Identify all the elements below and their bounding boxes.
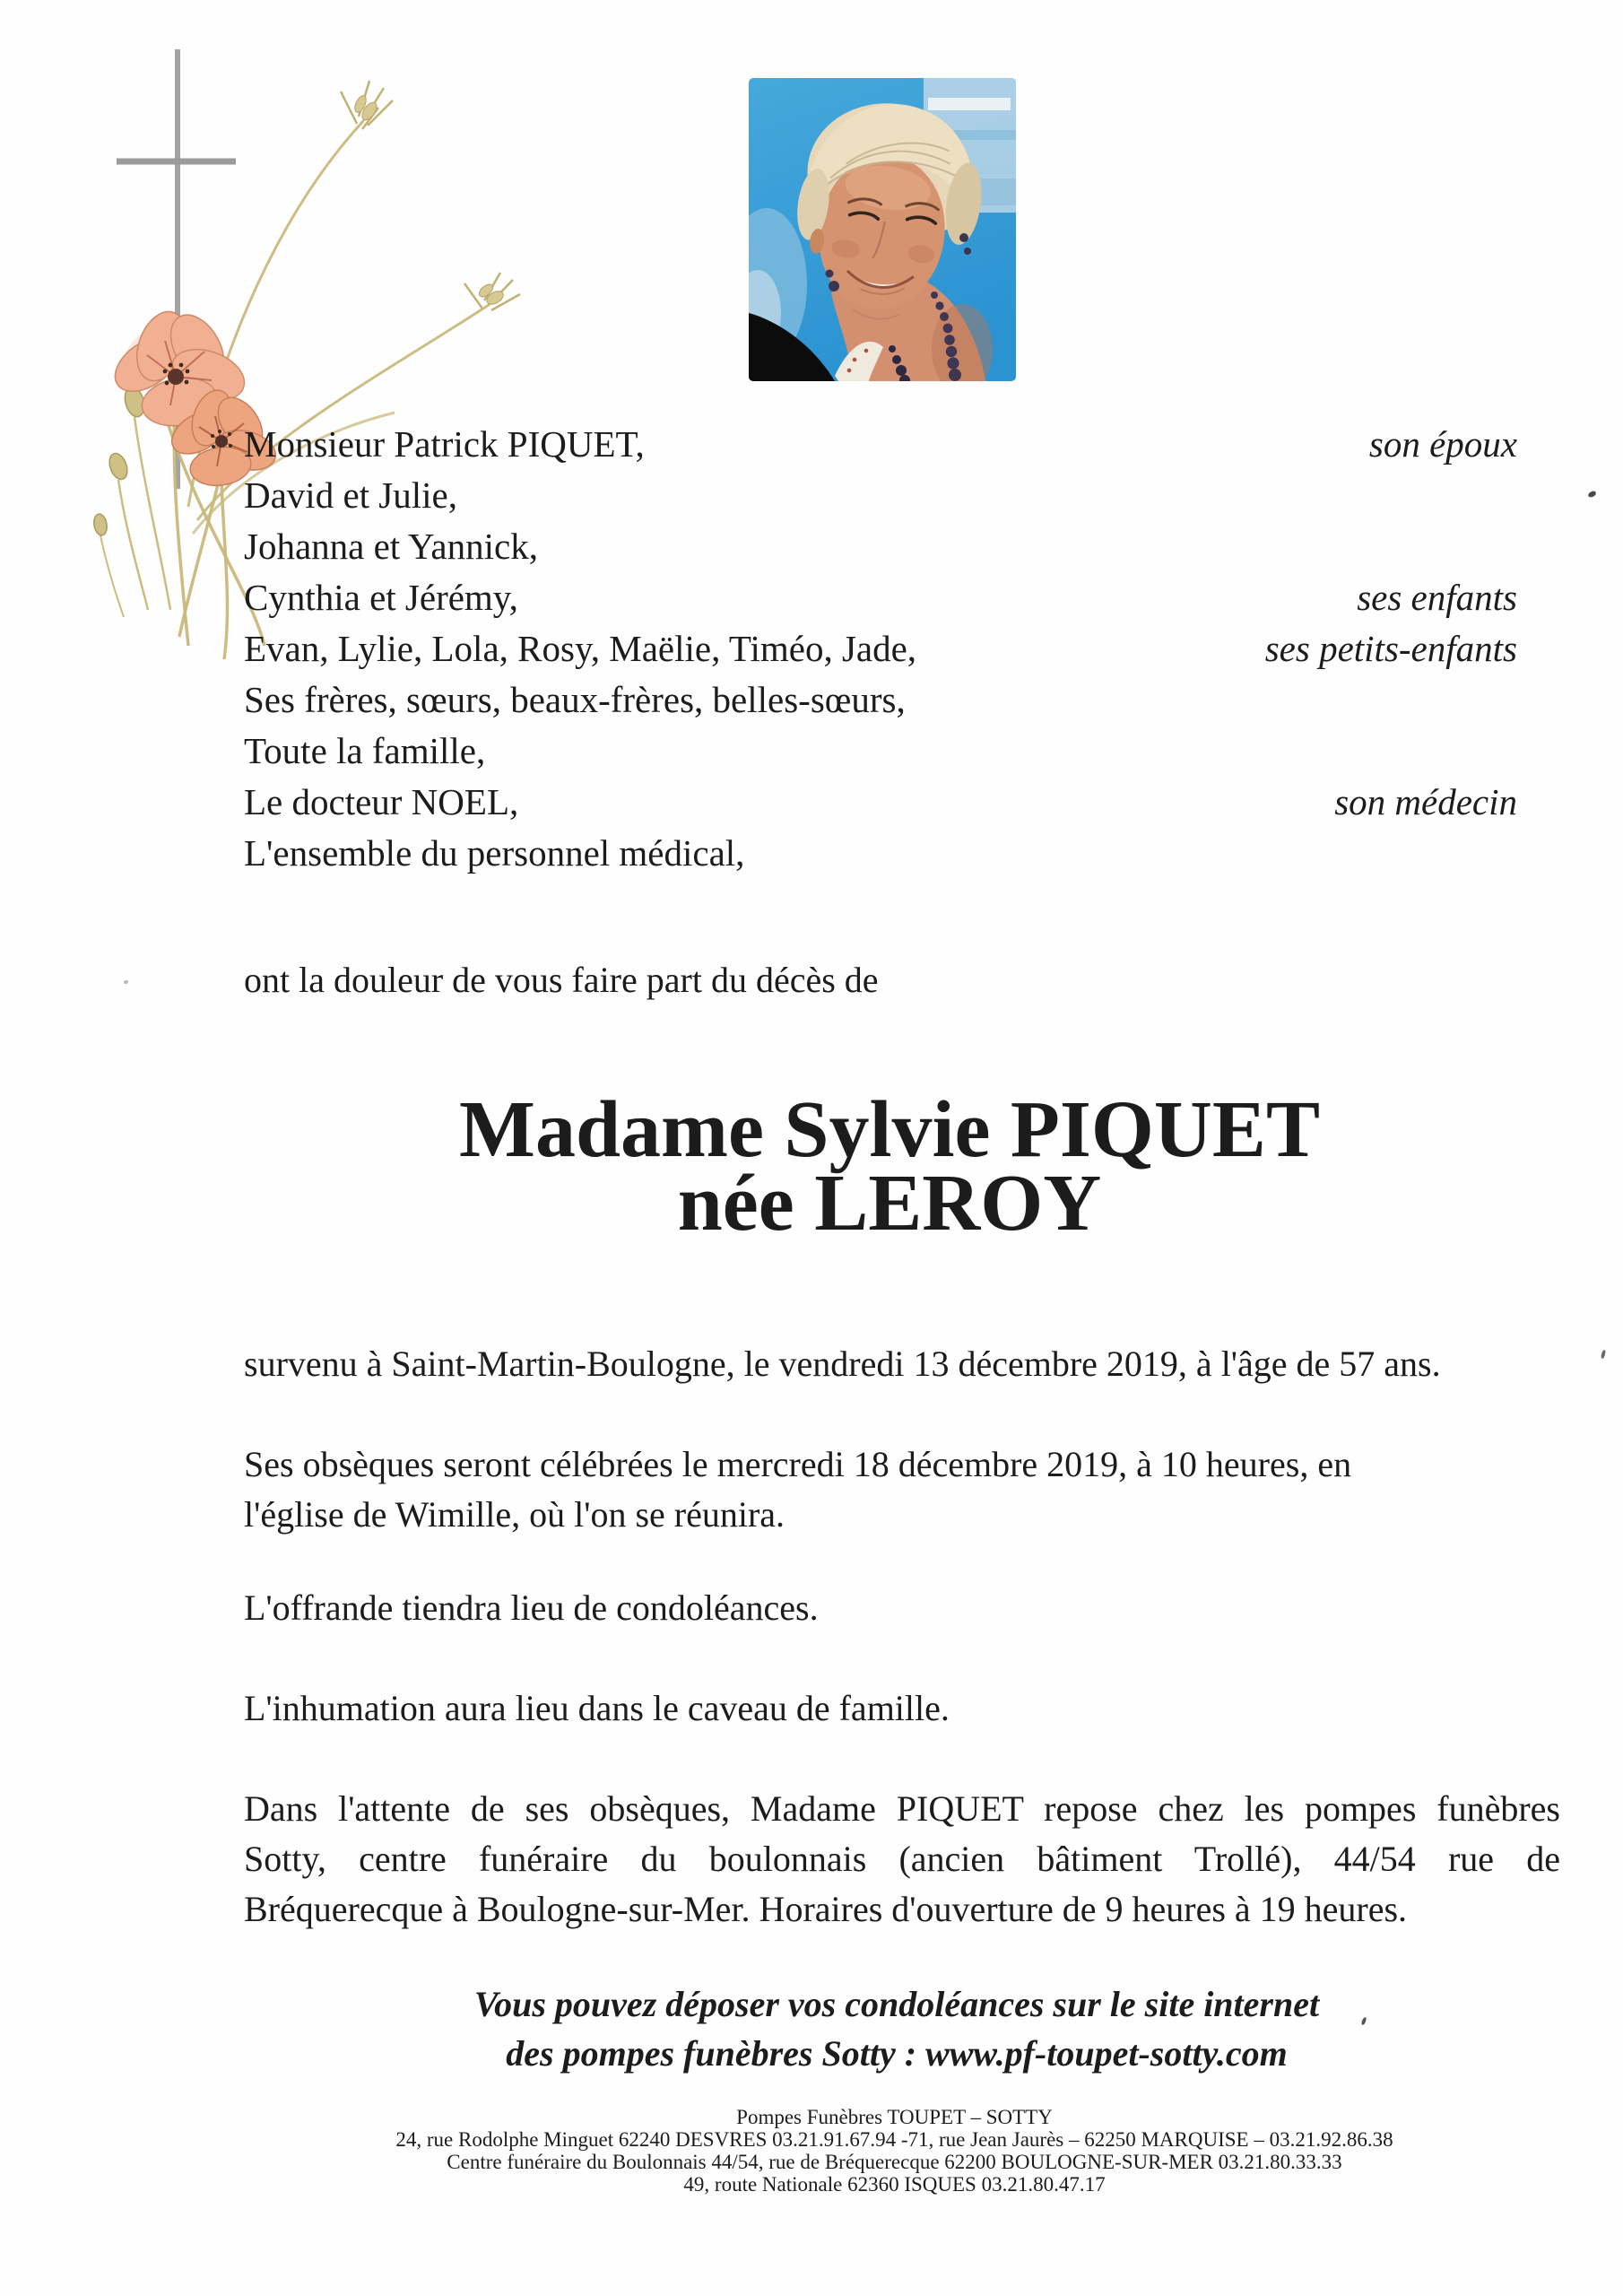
condolence-line: Vous pouvez déposer vos condoléances sur le site internet [473, 1984, 1320, 2024]
condolence-line: des pompes funèbres Sotty : www.pf-toupet-sotty.com [506, 2033, 1288, 2074]
footer-address-line: 24, rue Rodolphe Minguet 62240 DESVRES 03.21.91.67.94 -71, rue Jean Jaurès – 62250 MARQUISE – 03.21.92.86.38 [395, 2128, 1393, 2151]
paragraph-line: l'église de Wimille, où l'on se réunira. [244, 1494, 785, 1535]
family-list [244, 419, 916, 879]
family-line: Ses frères, sœurs, beaux-frères, belles-sœurs, [244, 679, 906, 720]
intro-line: ont la douleur de vous faire part du décès de [244, 960, 879, 1000]
paragraph-line: Ses obsèques seront célébrées le mercredi 18 décembre 2019, à 10 heures, en [244, 1444, 1352, 1484]
paragraph-offering: L'offrande tiendra lieu de condoléances. [244, 1587, 819, 1628]
portrait-photo [749, 78, 1016, 381]
family-line: L'ensemble du personnel médical, [244, 832, 745, 874]
relation-label: ses enfants [1357, 577, 1517, 618]
scan-speck [1601, 1350, 1606, 1360]
paragraph-line: Dans l'attente de ses obsèques, Madame PIQUET repose chez les pompes funèbres [244, 1788, 1560, 1829]
footer-address-line: Centre funéraire du Boulonnais 44/54, rue de Bréquerecque 62200 BOULOGNE-SUR-MER 03.21.80.33.33 [447, 2151, 1342, 2173]
condolence-website-note [260, 1979, 1533, 2078]
family-line: Monsieur Patrick PIQUET, [244, 423, 645, 465]
paragraph-burial: L'inhumation aura lieu dans le caveau de famille. [244, 1688, 950, 1728]
family-line: Cynthia et Jérémy, [244, 577, 518, 618]
family-line: Toute la famille, [244, 730, 486, 771]
footer-company-name: Pompes Funèbres TOUPET – SOTTY [736, 2106, 1053, 2128]
paragraph-death-details: survenu à Saint-Martin-Boulogne, le vendredi 13 décembre 2019, à l'âge de 57 ans. [244, 1344, 1441, 1384]
deceased-maiden-name: née LEROY [677, 1159, 1102, 1248]
family-line: Evan, Lylie, Lola, Rosy, Maëlie, Timéo, Jade, [244, 628, 917, 669]
deceased-name: Madame Sylvie PIQUET [459, 1085, 1320, 1174]
family-line: David et Julie, [244, 474, 457, 516]
relation-label: son médecin [1334, 781, 1517, 822]
paragraph-line: Sotty, centre funéraire du boulonnais (ancien bâtiment Trollé), 44/54 rue de [244, 1839, 1560, 1879]
paragraph-repose [244, 1784, 1560, 1935]
family-line: Le docteur NOEL, [244, 781, 519, 822]
paragraph-funeral-service [244, 1439, 1351, 1540]
scan-speck [1587, 491, 1597, 499]
funeral-home-footer [166, 2106, 1623, 2196]
relation-label: ses petits-enfants [1264, 628, 1517, 669]
paragraph-line: Bréquerecque à Boulogne-sur-Mer. Horaires d'ouverture de 9 heures à 19 heures. [244, 1889, 1408, 1929]
footer-address-line: 49, route Nationale 62360 ISQUES 03.21.80.47.17 [683, 2173, 1106, 2196]
family-line: Johanna et Yannick, [244, 526, 538, 567]
scan-speck [124, 980, 128, 984]
relation-label: son époux [1368, 423, 1517, 465]
